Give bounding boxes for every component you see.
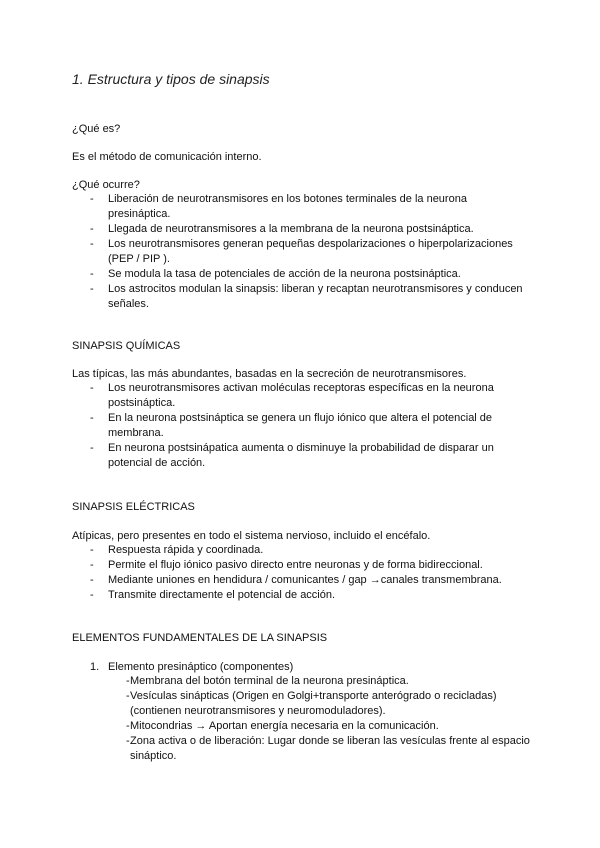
list-item: - Permite el flujo iónico pasivo directo entre neuronas y de forma bidireccional. — [72, 558, 532, 573]
section-heading-quimicas: SINAPSIS QUÍMICAS — [72, 340, 181, 352]
question-what-is: ¿Qué es? — [72, 123, 121, 135]
item-number: 1. — [90, 661, 100, 673]
section-heading-elementos: ELEMENTOS FUNDAMENTALES DE LA SINAPSIS — [72, 632, 328, 644]
quimicas-list — [72, 381, 532, 471]
what-happens-list — [72, 192, 532, 312]
list-item: - Membrana del botón terminal de la neurona presináptica. — [72, 674, 532, 689]
list-item: - Respuesta rápida y coordinada. — [72, 543, 532, 558]
question-what-happens: ¿Qué ocurre? — [72, 179, 140, 191]
list-item: - Mitocondrias → Aportan energía necesaria en la comunicación. — [72, 719, 532, 734]
list-item: - Se modula la tasa de potenciales de acción de la neurona postsináptica. — [72, 267, 532, 282]
electricas-list — [72, 543, 532, 603]
numbered-item-presinaptico — [90, 660, 293, 675]
list-item: - Liberación de neurotransmisores en los botones terminales de la neurona presináptica. — [72, 192, 532, 222]
list-item: - En neurona postsinápatica aumenta o disminuye la probabilidad de disparar un potencial de acción. — [72, 441, 532, 471]
quimicas-intro: Las típicas, las más abundantes, basadas en la secreción de neurotransmisores. — [72, 368, 467, 380]
section-heading-electricas: SINAPSIS ELÉCTRICAS — [72, 501, 195, 513]
list-item: - En la neurona postsináptica se genera un flujo iónico que altera el potencial de membrana. — [72, 411, 532, 441]
list-item: - Transmite directamente el potencial de acción. — [72, 588, 532, 603]
list-item: - Mediante uniones en hendidura / comunicantes / gap →canales transmembrana. — [72, 573, 532, 588]
list-item: - Vesículas sinápticas (Origen en Golgi+transporte anterógrado o recicladas) (contienen neurotransmisores y neuromoduladores). — [72, 689, 532, 719]
answer-what-is: Es el método de comunicación interno. — [72, 151, 262, 163]
list-item: - Los neurotransmisores generan pequeñas despolarizaciones o hiperpolarizaciones (PEP / PIP ). — [72, 237, 532, 267]
list-item: - Los neurotransmisores activan moléculas receptoras específicas en la neurona postsináptica. — [72, 381, 532, 411]
list-item: - Llegada de neurotransmisores a la membrana de la neurona postsináptica. — [72, 222, 532, 237]
list-item: - Los astrocitos modulan la sinapsis: liberan y recaptan neurotransmisores y conducen señales. — [72, 282, 532, 312]
presinaptico-components-list — [72, 674, 532, 764]
electricas-intro: Atípicas, pero presentes en todo el sistema nervioso, incluido el encéfalo. — [72, 530, 431, 542]
document-title: 1. Estructura y tipos de sinapsis — [72, 71, 270, 87]
list-item: - Zona activa o de liberación: Lugar donde se liberan las vesículas frente al espacio sináptico. — [72, 734, 532, 764]
item-label: Elemento presináptico (componentes) — [108, 661, 294, 673]
